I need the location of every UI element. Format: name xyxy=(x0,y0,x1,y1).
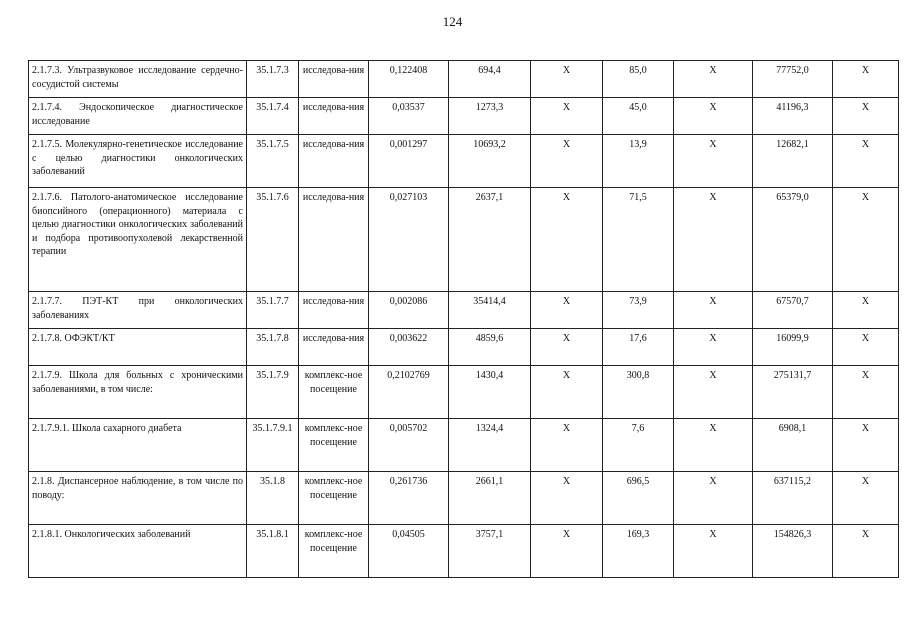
table-body xyxy=(29,61,899,578)
row-code: 35.1.7.5 xyxy=(247,135,299,188)
row-code: 35.1.8 xyxy=(247,472,299,525)
row-x: X xyxy=(531,188,603,292)
table-row xyxy=(29,188,899,292)
row-sum: 65379,0 xyxy=(753,188,833,292)
row-name: 2.1.7.3. Ультразвуковое исследование сердечно-сосудистой системы xyxy=(29,61,247,98)
row-norm: 0,122408 xyxy=(369,61,449,98)
row-volume: 17,6 xyxy=(603,329,674,366)
row-x: X xyxy=(833,366,899,419)
row-volume: 300,8 xyxy=(603,366,674,419)
row-x: X xyxy=(833,98,899,135)
row-cost: 35414,4 xyxy=(449,292,531,329)
row-name: 2.1.7.4. Эндоскопическое диагностическое исследование xyxy=(29,98,247,135)
row-x: X xyxy=(674,472,753,525)
row-norm: 0,002086 xyxy=(369,292,449,329)
table-row xyxy=(29,525,899,578)
row-unit: исследова-ния xyxy=(299,98,369,135)
row-x: X xyxy=(531,292,603,329)
row-sum: 6908,1 xyxy=(753,419,833,472)
row-norm: 0,04505 xyxy=(369,525,449,578)
data-table xyxy=(28,60,899,578)
row-cost: 10693,2 xyxy=(449,135,531,188)
row-cost: 1273,3 xyxy=(449,98,531,135)
table-row xyxy=(29,98,899,135)
row-norm: 0,2102769 xyxy=(369,366,449,419)
row-volume: 85,0 xyxy=(603,61,674,98)
row-sum: 637115,2 xyxy=(753,472,833,525)
row-x: X xyxy=(674,98,753,135)
row-x: X xyxy=(833,525,899,578)
row-x: X xyxy=(674,525,753,578)
row-unit: комплекс-ное посещение xyxy=(299,472,369,525)
table-row xyxy=(29,366,899,419)
table-row xyxy=(29,472,899,525)
row-x: X xyxy=(531,135,603,188)
row-name: 2.1.7.9. Школа для больных с хроническими заболеваниями, в том числе: xyxy=(29,366,247,419)
row-x: X xyxy=(531,329,603,366)
row-name: 2.1.8. Диспансерное наблюдение, в том числе по поводу: xyxy=(29,472,247,525)
row-sum: 275131,7 xyxy=(753,366,833,419)
row-volume: 169,3 xyxy=(603,525,674,578)
row-name: 2.1.7.6. Патолого-анатомическое исследование биопсийного (операционного) материала с целью диагностики онкологических заболеваний и подбора противоопухолевой лекарственной терапии xyxy=(29,188,247,292)
row-name: 2.1.7.7. ПЭТ-КТ при онкологических заболеваниях xyxy=(29,292,247,329)
row-x: X xyxy=(674,366,753,419)
row-sum: 77752,0 xyxy=(753,61,833,98)
row-x: X xyxy=(833,135,899,188)
row-x: X xyxy=(833,329,899,366)
row-cost: 2637,1 xyxy=(449,188,531,292)
row-x: X xyxy=(674,292,753,329)
row-name: 2.1.7.9.1. Школа сахарного диабета xyxy=(29,419,247,472)
row-code: 35.1.7.7 xyxy=(247,292,299,329)
table-row xyxy=(29,61,899,98)
row-x: X xyxy=(531,525,603,578)
row-volume: 71,5 xyxy=(603,188,674,292)
row-x: X xyxy=(531,419,603,472)
row-code: 35.1.7.6 xyxy=(247,188,299,292)
row-x: X xyxy=(833,61,899,98)
row-norm: 0,001297 xyxy=(369,135,449,188)
row-code: 35.1.7.9 xyxy=(247,366,299,419)
row-x: X xyxy=(674,135,753,188)
row-x: X xyxy=(833,188,899,292)
row-code: 35.1.7.4 xyxy=(247,98,299,135)
row-unit: комплекс-ное посещение xyxy=(299,525,369,578)
row-sum: 41196,3 xyxy=(753,98,833,135)
row-x: X xyxy=(674,188,753,292)
row-volume: 696,5 xyxy=(603,472,674,525)
row-unit: исследова-ния xyxy=(299,329,369,366)
row-norm: 0,261736 xyxy=(369,472,449,525)
row-name: 2.1.7.5. Молекулярно-генетическое исследование с целью диагностики онкологических заболеваний xyxy=(29,135,247,188)
row-cost: 2661,1 xyxy=(449,472,531,525)
row-cost: 4859,6 xyxy=(449,329,531,366)
row-x: X xyxy=(833,419,899,472)
row-x: X xyxy=(674,61,753,98)
row-volume: 45,0 xyxy=(603,98,674,135)
row-x: X xyxy=(531,366,603,419)
row-code: 35.1.7.3 xyxy=(247,61,299,98)
row-x: X xyxy=(531,98,603,135)
row-code: 35.1.8.1 xyxy=(247,525,299,578)
table-row xyxy=(29,135,899,188)
row-unit: исследова-ния xyxy=(299,61,369,98)
row-unit: исследова-ния xyxy=(299,188,369,292)
row-x: X xyxy=(531,472,603,525)
row-x: X xyxy=(833,472,899,525)
row-cost: 694,4 xyxy=(449,61,531,98)
row-unit: исследова-ния xyxy=(299,135,369,188)
row-x: X xyxy=(674,419,753,472)
row-sum: 67570,7 xyxy=(753,292,833,329)
row-x: X xyxy=(531,61,603,98)
row-cost: 1324,4 xyxy=(449,419,531,472)
table-row xyxy=(29,292,899,329)
row-sum: 12682,1 xyxy=(753,135,833,188)
row-volume: 7,6 xyxy=(603,419,674,472)
page-number: 124 xyxy=(442,14,463,29)
row-cost: 1430,4 xyxy=(449,366,531,419)
row-code: 35.1.7.9.1 xyxy=(247,419,299,472)
row-norm: 0,005702 xyxy=(369,419,449,472)
table-row xyxy=(29,419,899,472)
row-norm: 0,03537 xyxy=(369,98,449,135)
row-unit: комплекс-ное посещение xyxy=(299,366,369,419)
row-sum: 154826,3 xyxy=(753,525,833,578)
row-norm: 0,003622 xyxy=(369,329,449,366)
row-code: 35.1.7.8 xyxy=(247,329,299,366)
row-sum: 16099,9 xyxy=(753,329,833,366)
table-row xyxy=(29,329,899,366)
row-cost: 3757,1 xyxy=(449,525,531,578)
row-name: 2.1.8.1. Онкологических заболеваний xyxy=(29,525,247,578)
row-unit: исследова-ния xyxy=(299,292,369,329)
row-volume: 73,9 xyxy=(603,292,674,329)
row-unit: комплекс-ное посещение xyxy=(299,419,369,472)
row-name: 2.1.7.8. ОФЭКТ/КТ xyxy=(29,329,247,366)
row-volume: 13,9 xyxy=(603,135,674,188)
row-x: X xyxy=(833,292,899,329)
row-norm: 0,027103 xyxy=(369,188,449,292)
row-x: X xyxy=(674,329,753,366)
